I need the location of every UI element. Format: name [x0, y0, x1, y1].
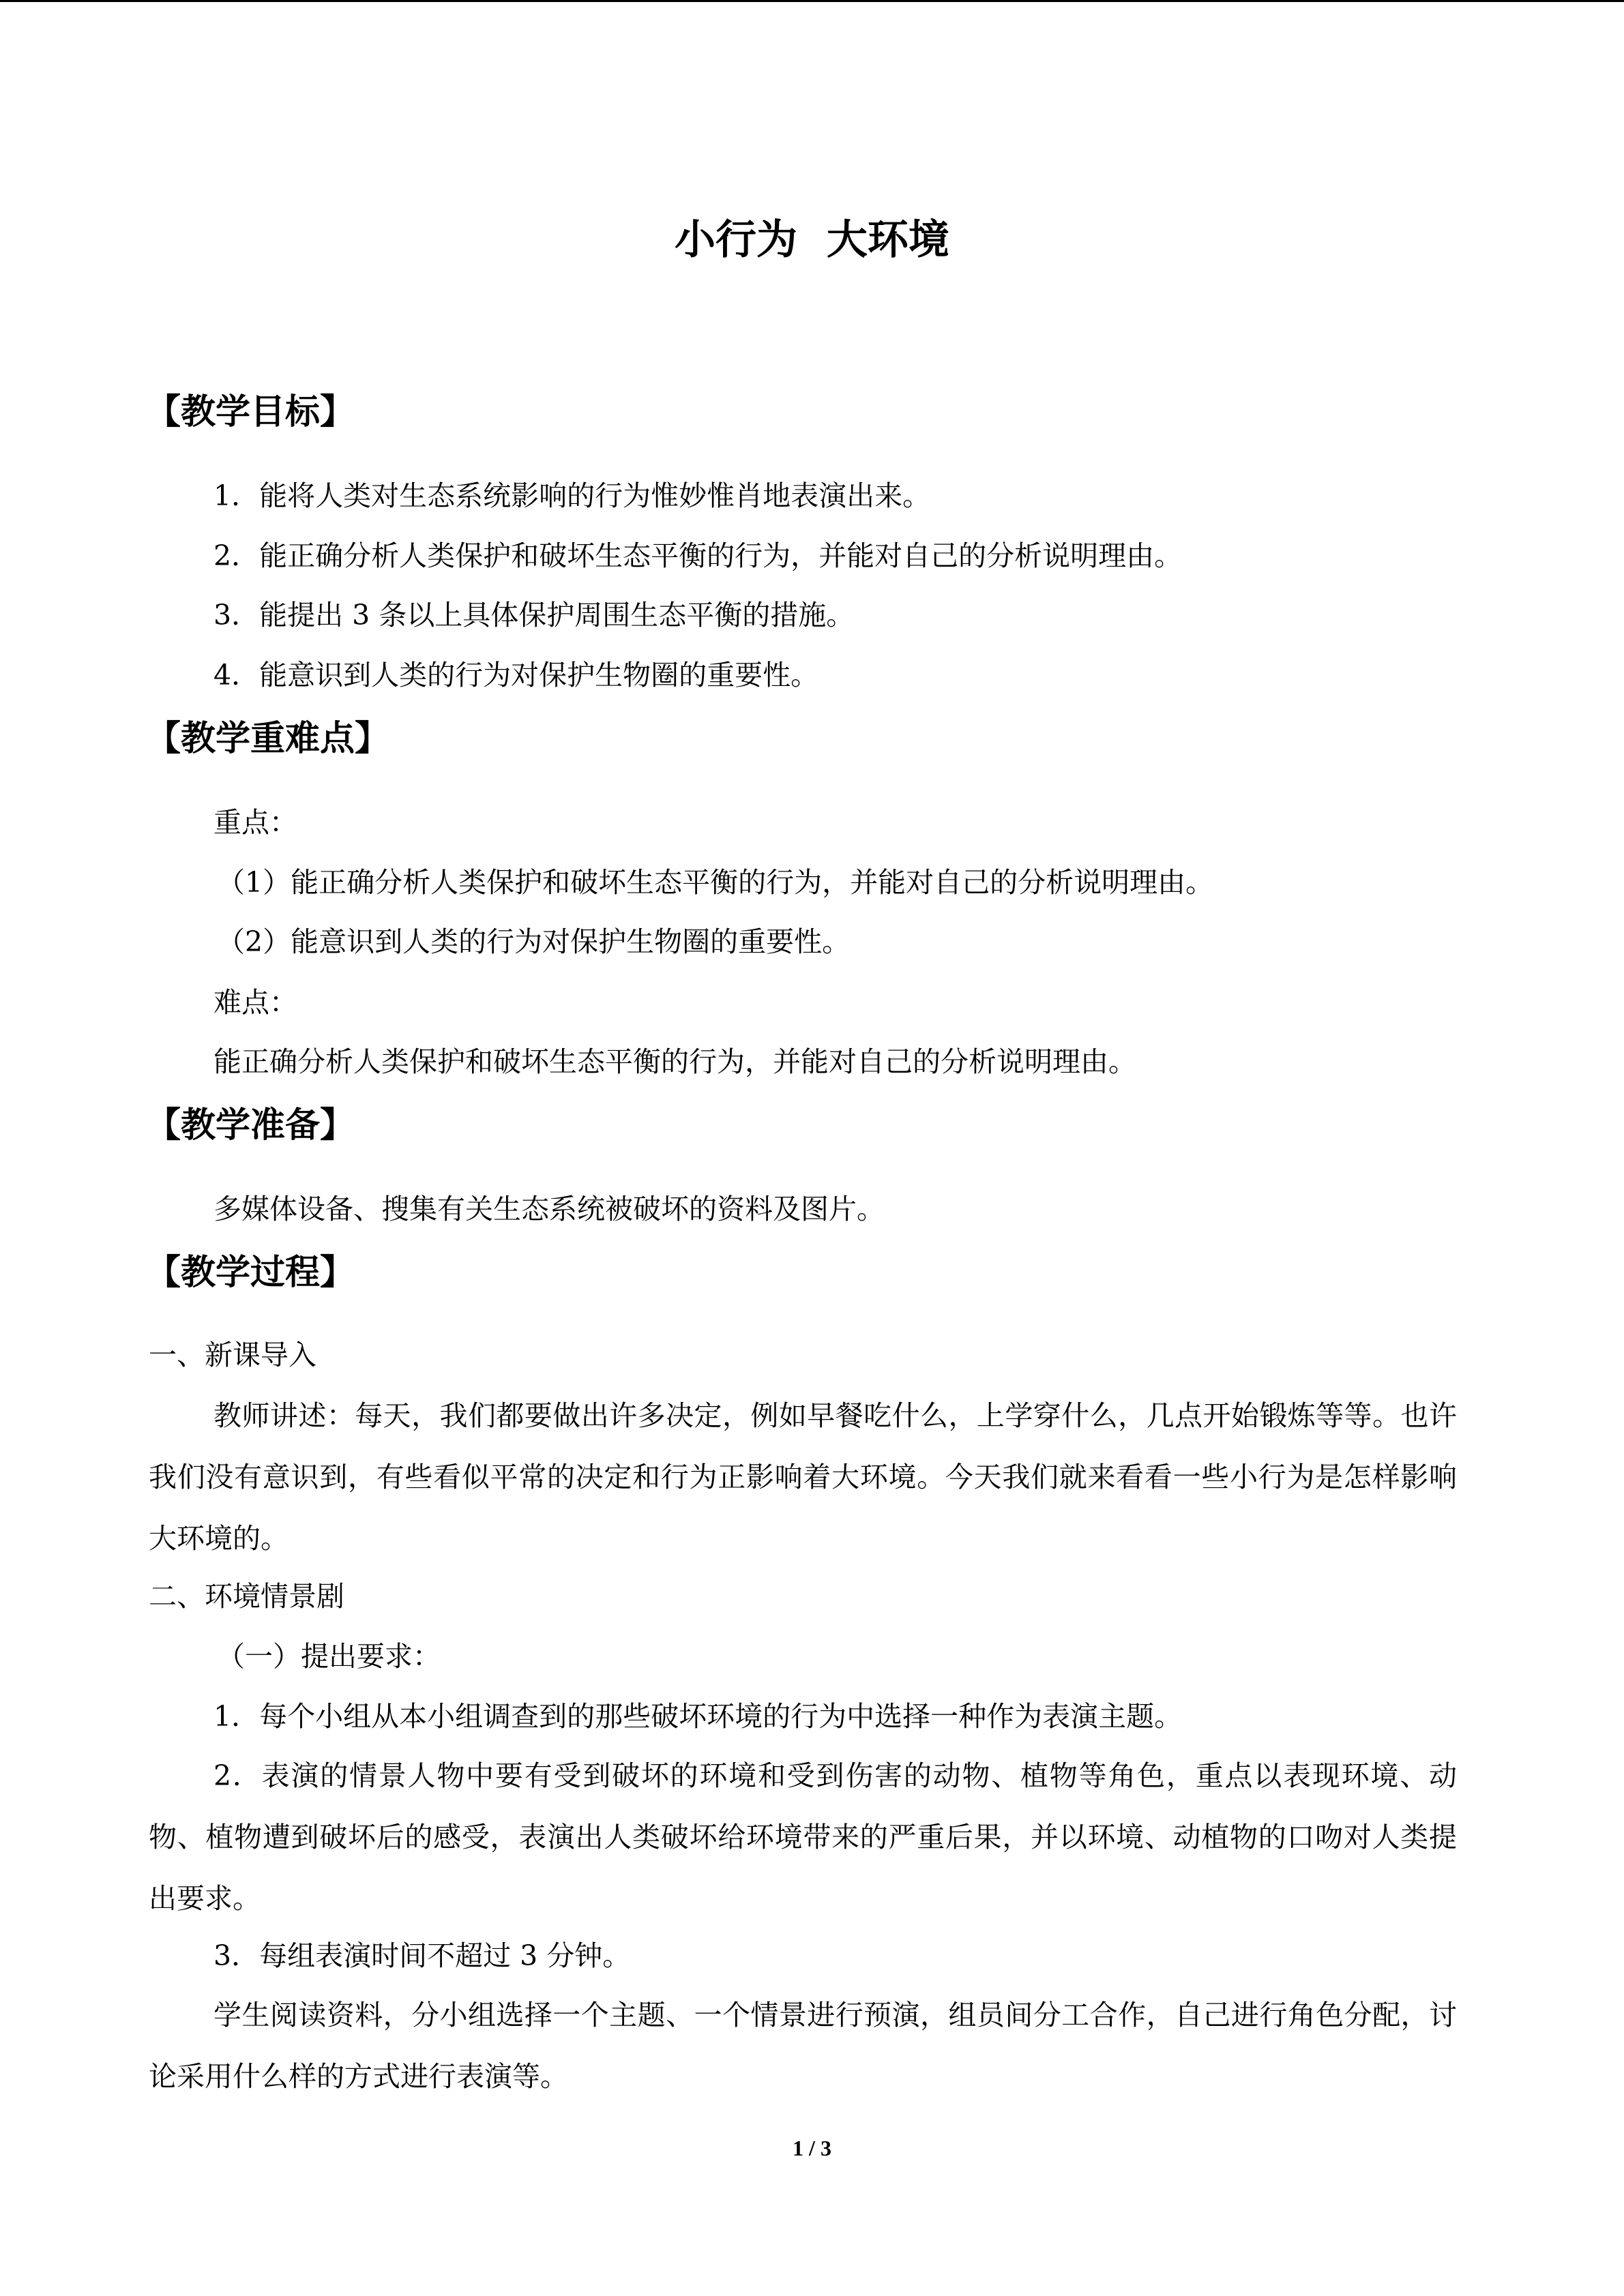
goal-item-3: 3．能提出 3 条以上具体保护周围生态平衡的措施。 [213, 599, 855, 631]
requirements-subtitle: （一）提出要求： [217, 1640, 441, 1673]
heading-teaching-preparation: 【教学准备】 [146, 1105, 355, 1146]
key-point-item-2: （2）能意识到人类的行为对保护生物圈的重要性。 [217, 925, 851, 958]
part2-title: 二、环境情景剧 [149, 1580, 344, 1613]
preparation-text: 多媒体设备、搜集有关生态系统被破坏的资料及图片。 [213, 1193, 885, 1225]
difficult-point-text: 能正确分析人类保护和破坏生态平衡的行为，并能对自己的分析说明理由。 [213, 1045, 1136, 1078]
requirement-3: 3．每组表演时间不超过 3 分钟。 [213, 1939, 631, 1972]
requirement-2: 2．表演的情景人物中要有受到破坏的环境和受到伤害的动物、植物等角色，重点以表现环境、动物、植物遭到破坏后的感受，表演出人类破坏给环境带来的严重后果，并以环境、动植物的口吻对人类提出要求。 [149, 1759, 1457, 1915]
student-activity-paragraph: 学生阅读资料，分小组选择一个主题、一个情景进行预演，组员间分工合作，自己进行角色分配，讨论采用什么样的方式进行表演等。 [149, 1999, 1457, 2093]
key-point-item-1: （1）能正确分析人类保护和破坏生态平衡的行为，并能对自己的分析说明理由。 [217, 866, 1214, 899]
goal-item-1: 1．能将人类对生态系统影响的行为惟妙惟肖地表演出来。 [213, 479, 931, 512]
document-title: 小行为 大环境 [675, 216, 949, 264]
difficult-points-label: 难点： [213, 986, 297, 1019]
goal-item-2: 2．能正确分析人类保护和破坏生态平衡的行为，并能对自己的分析说明理由。 [213, 539, 1183, 572]
page-number: 1 / 3 [793, 2136, 831, 2160]
heading-teaching-process: 【教学过程】 [146, 1253, 355, 1293]
heading-key-difficult-points: 【教学重难点】 [146, 719, 390, 759]
part1-title: 一、新课导入 [149, 1339, 316, 1371]
requirement-1: 1．每个小组从本小组调查到的那些破坏环境的行为中选择一种作为表演主题。 [213, 1700, 1183, 1733]
key-points-label: 重点： [213, 806, 297, 839]
goal-item-4: 4．能意识到人类的行为对保护生物圈的重要性。 [213, 659, 819, 691]
part1-paragraph: 教师讲述：每天，我们都要做出许多决定，例如早餐吃什么，上学穿什么，几点开始锻炼等等。也许我们没有意识到，有些看似平常的决定和行为正影响着大环境。今天我们就来看看一些小行为是怎样影响大环境的。 [149, 1399, 1457, 1555]
heading-teaching-goals: 【教学目标】 [146, 392, 355, 432]
